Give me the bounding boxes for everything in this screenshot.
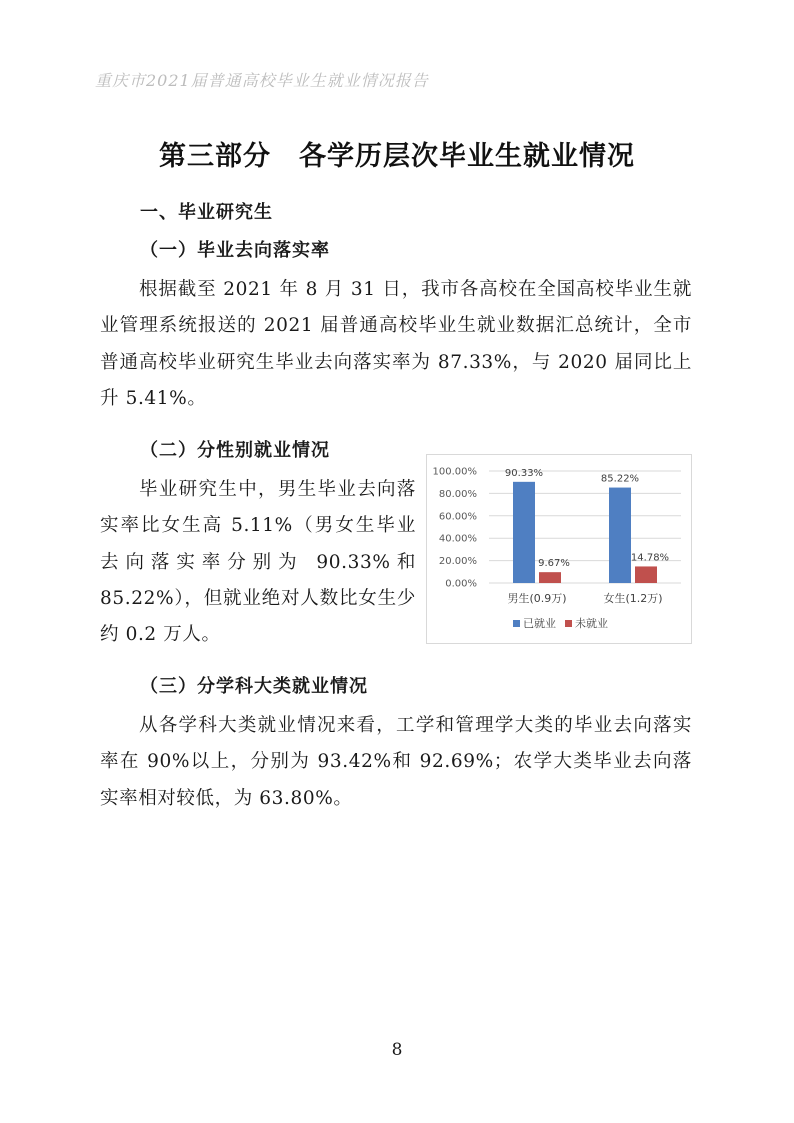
subheading-discipline: （三）分学科大类就业情况: [140, 676, 368, 697]
data-label: 9.67%: [538, 558, 570, 570]
y-tick-label: 0.00%: [445, 578, 477, 590]
running-header: 重庆市2021届普通高校毕业生就业情况报告: [95, 71, 429, 90]
x-tick-label: 男生(0.9万): [507, 592, 567, 605]
legend-label: 未就业: [575, 617, 608, 630]
legend-swatch: [513, 620, 520, 627]
paragraph-discipline: 从各学科大类就业情况来看，工学和管理学大类的毕业去向落实率在 90%以上，分别为 93.42%和 92.69%；农学大类毕业去向落实率相对较低，为 63.80%。: [100, 715, 692, 809]
bar-unemployed: [635, 566, 657, 583]
y-tick-label: 40.00%: [438, 533, 477, 545]
section-heading-graduate: 一、毕业研究生: [140, 202, 273, 223]
legend-swatch: [565, 620, 572, 627]
data-label: 14.78%: [630, 552, 670, 564]
y-tick-label: 100.00%: [432, 466, 477, 478]
chart-svg: [427, 455, 691, 643]
gender-employment-chart: [426, 454, 692, 644]
bar-unemployed: [539, 572, 561, 583]
paragraph-placement-rate: 根据截至 2021 年 8 月 31 日，我市各高校在全国高校毕业生就业管理系统报送的 2021 届普通高校毕业生就业数据汇总统计，全市普通高校毕业研究生毕业去向落实率为 87.33%，与 2020 届同比上升 5.41%。: [100, 279, 692, 409]
paragraph-gender: 毕业研究生中，男生毕业去向落实率比女生高 5.11%（男女生毕业去向落实率分别为 90.33%和 85.22%），但就业绝对人数比女生少约 0.2 万人。: [100, 479, 416, 646]
subheading-gender: （二）分性别就业情况: [140, 440, 330, 461]
page-title: 第三部分 各学历层次毕业生就业情况: [159, 141, 635, 172]
x-tick-label: 女生(1.2万): [603, 592, 663, 605]
y-tick-label: 60.00%: [438, 511, 477, 523]
legend-label: 已就业: [523, 617, 556, 630]
data-label: 90.33%: [504, 467, 544, 479]
page-number: 8: [391, 1040, 403, 1060]
bar-employed: [513, 482, 535, 583]
y-tick-label: 80.00%: [438, 488, 477, 500]
bar-employed: [609, 488, 631, 583]
y-tick-label: 20.00%: [438, 556, 477, 568]
subheading-placement-rate: （一）毕业去向落实率: [140, 240, 330, 261]
data-label: 85.22%: [600, 473, 640, 485]
